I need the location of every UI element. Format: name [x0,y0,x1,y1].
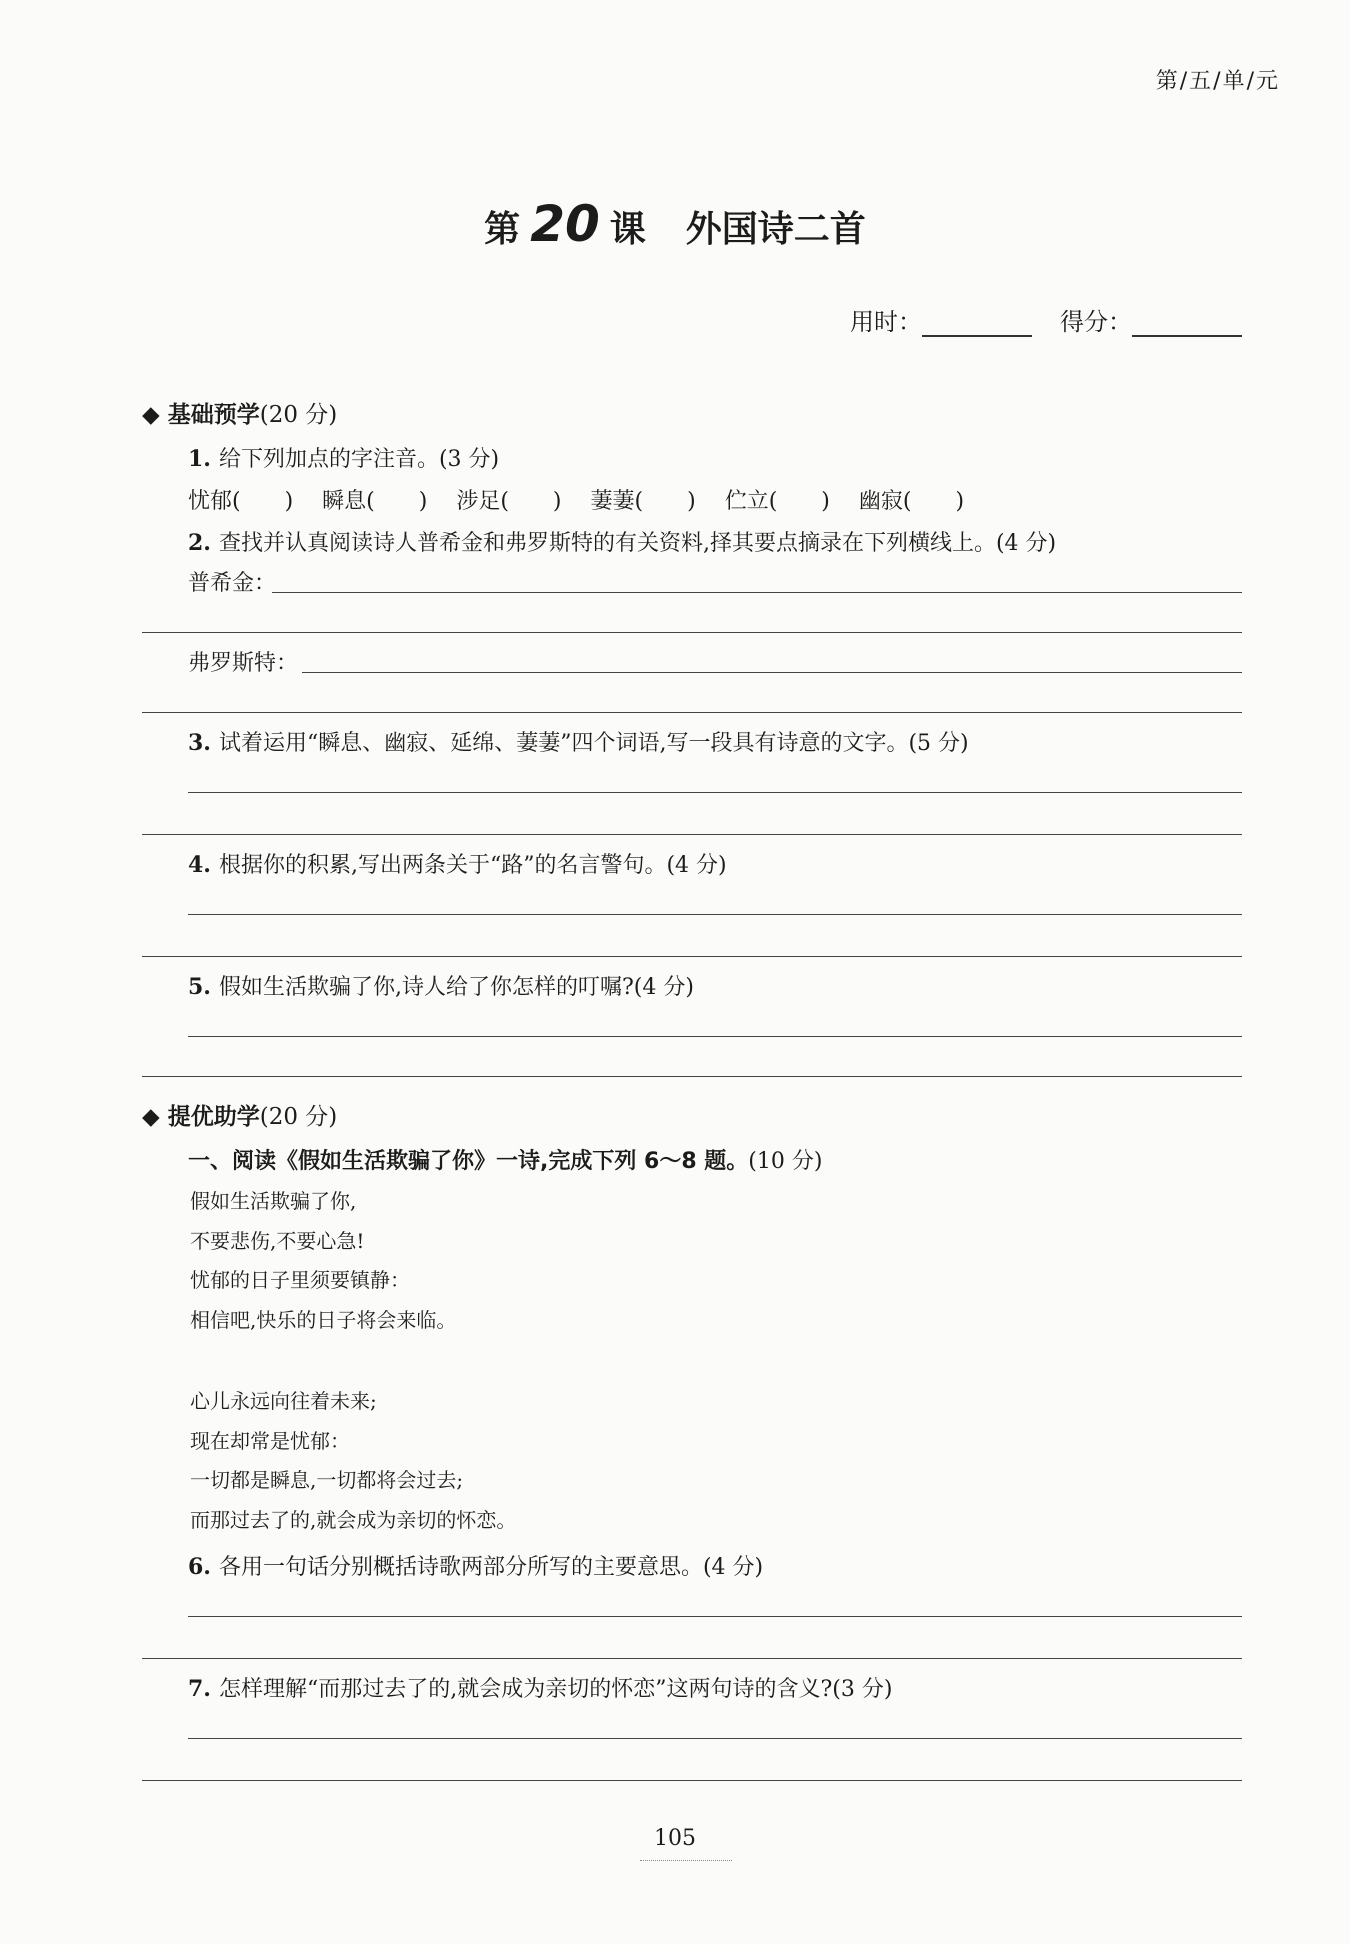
answer-line[interactable] [142,956,1242,957]
reading-heading [188,1144,822,1175]
answer-line[interactable] [142,1658,1242,1659]
section-advanced-points: (20 分) [259,1104,338,1130]
time-blank[interactable] [922,313,1032,337]
answer-line[interactable] [188,1616,1242,1617]
answer-line[interactable] [272,592,1242,593]
diamond-icon: ◆ [142,1104,160,1130]
q7-number: 7. [188,1676,211,1702]
q1-item: 瞬息( ) [322,489,428,514]
score-field [1060,302,1242,337]
question-4 [188,848,727,879]
answer-line[interactable] [188,1738,1242,1739]
q2-label-frost: 弗罗斯特： [188,651,299,676]
q1-item: 幽寂( ) [858,489,965,514]
q2-number: 2. [188,530,211,556]
lesson-title [0,195,1350,253]
section-advanced-heading [142,1098,337,1131]
q1-item: 伫立( ) [724,489,830,514]
answer-line[interactable] [142,1076,1242,1077]
page-number-underline [640,1860,732,1861]
section-basic-heading [142,396,337,429]
question-3 [188,726,969,757]
poem-line: 一切都是瞬息,一切都将会过去; [190,1468,464,1492]
poem-stanza-1 [190,1182,456,1340]
q3-number: 3. [188,730,211,756]
poem-line: 忧郁的日子里须要镇静： [190,1268,410,1292]
poem-line: 不要悲伤,不要心急! [190,1228,365,1253]
answer-line[interactable] [302,672,1242,673]
answer-line[interactable] [142,834,1242,835]
q5-number: 5. [188,974,211,1000]
q6-number: 6. [188,1554,211,1580]
reading-points: (10 分) [748,1149,823,1174]
q1-item: 萋萋( ) [590,489,696,514]
time-field [850,302,1032,337]
section-advanced-title: 提优助学 [167,1104,260,1130]
answer-line[interactable] [142,632,1242,633]
answer-line[interactable] [142,712,1242,713]
poem-line: 现在却常是忧郁： [190,1428,350,1453]
q4-number: 4. [188,852,211,878]
q4-text: 根据你的积累,写出两条关于“路”的名言警句。(4 分) [218,853,727,878]
diamond-icon: ◆ [142,402,160,428]
q7-text: 怎样理解“而那过去了的,就会成为亲切的怀恋”这两句诗的含义?(3 分) [218,1677,893,1702]
poem-stanza-2 [190,1382,516,1540]
answer-line[interactable] [188,792,1242,793]
q1-item: 涉足( ) [456,489,562,514]
answer-line[interactable] [188,1036,1242,1037]
lesson-number: 20 [530,195,600,253]
poem-line: 而那过去了的,就会成为亲切的怀恋。 [190,1507,517,1532]
q2-label-pushkin: 普希金： [188,571,277,596]
time-label: 用时： [850,308,922,336]
poem-line: 心儿永远向往着未来; [190,1389,377,1413]
unit-header: 第/五/单/元 [1155,69,1280,94]
title-prefix: 第 [484,209,521,250]
score-blank[interactable] [1132,313,1242,337]
question-6 [188,1550,763,1581]
section-basic-points: (20 分) [259,402,338,428]
section-basic-title: 基础预学 [167,402,260,428]
q1-number: 1. [188,446,211,472]
poem-line: 假如生活欺骗了你, [190,1189,357,1213]
q1-item: 忧郁( ) [188,489,294,514]
q1-items [188,484,964,515]
lesson-name: 外国诗二首 [685,209,866,250]
q3-text: 试着运用“瞬息、幽寂、延绵、萋萋”四个词语,写一段具有诗意的文字。(5 分) [218,731,969,756]
poem-line: 相信吧,快乐的日子将会来临。 [190,1307,457,1332]
title-suffix: 课 [609,209,646,250]
answer-line[interactable] [142,1780,1242,1781]
question-7 [188,1672,892,1703]
answer-line[interactable] [188,914,1242,915]
score-label: 得分： [1060,308,1132,336]
reading-title: 一、阅读《假如生活欺骗了你》一诗,完成下列 6～8 题。 [188,1149,749,1174]
question-5 [188,970,694,1001]
q6-text: 各用一句话分别概括诗歌两部分所写的主要意思。(4 分) [218,1555,764,1580]
question-1 [188,442,499,473]
q1-text: 给下列加点的字注音。(3 分) [218,447,500,472]
q2-text: 查找并认真阅读诗人普希金和弗罗斯特的有关资料,择其要点摘录在下列横线上。(4 分) [218,531,1057,556]
q5-text: 假如生活欺骗了你,诗人给了你怎样的叮嘱?(4 分) [218,975,694,1000]
page-number: 105 [654,1826,696,1851]
question-2 [188,526,1056,557]
